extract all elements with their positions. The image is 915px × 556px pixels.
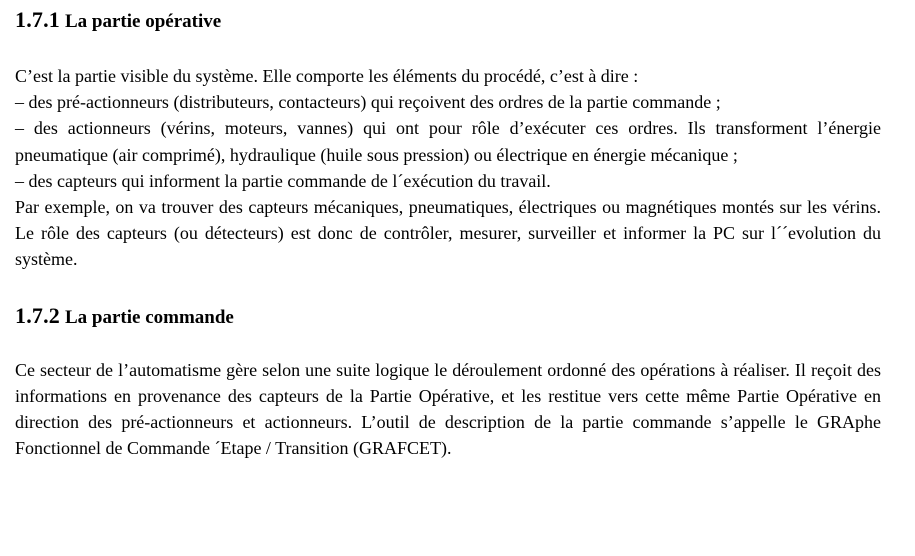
section-heading-partie-commande: [15, 303, 881, 331]
section-title: La partie opérative: [65, 11, 222, 32]
paragraph-line: – des pré-actionneurs (distributeurs, contacteurs) qui reçoivent des ordres de la partie commande ;: [15, 92, 721, 113]
section-title: La partie commande: [65, 306, 234, 328]
paragraph-line: Par exemple, on va trouver des capteurs mécaniques, pneumatiques, électriques ou magnétiques montés sur les vérins. Le rôle des capteurs (ou détecteurs) est donc de contrôler, mesurer, surveiller et informer la PC sur l´´evolution du système.: [15, 197, 881, 270]
paragraph-line: – des capteurs qui informent la partie commande de l´exécution du travail.: [15, 170, 551, 191]
section-body-partie-commande: [15, 357, 881, 462]
section-number: 1.7.2: [15, 302, 60, 328]
paragraph-line: Ce secteur de l’automatisme gère selon une suite logique le déroulement ordonné des opérations à réaliser. Il reçoit des informations en provenance des capteurs de la Partie Opérative, et les restitue vers cette même Partie Opérative en direction des pré-actionneurs et actionneurs. L’outil de description de la partie commande s’appelle le GRAphe Fonctionnel de Commande ´Etape / Transition (GRAFCET).: [15, 359, 881, 459]
section-body-partie-operative: [15, 63, 881, 273]
paragraph-line: – des actionneurs (vérins, moteurs, vannes) qui ont pour rôle d’exécuter ces ordres. Ils transforment l’énergie pneumatique (air comprimé), hydraulique (huile sous pression) ou électrique en énergie mécanique ;: [15, 118, 881, 165]
section-heading-partie-operative: [15, 7, 881, 35]
paragraph-line: C’est la partie visible du système. Elle comporte les éléments du procédé, c’est à dire :: [15, 66, 639, 86]
section-number: 1.7.1: [15, 7, 60, 32]
